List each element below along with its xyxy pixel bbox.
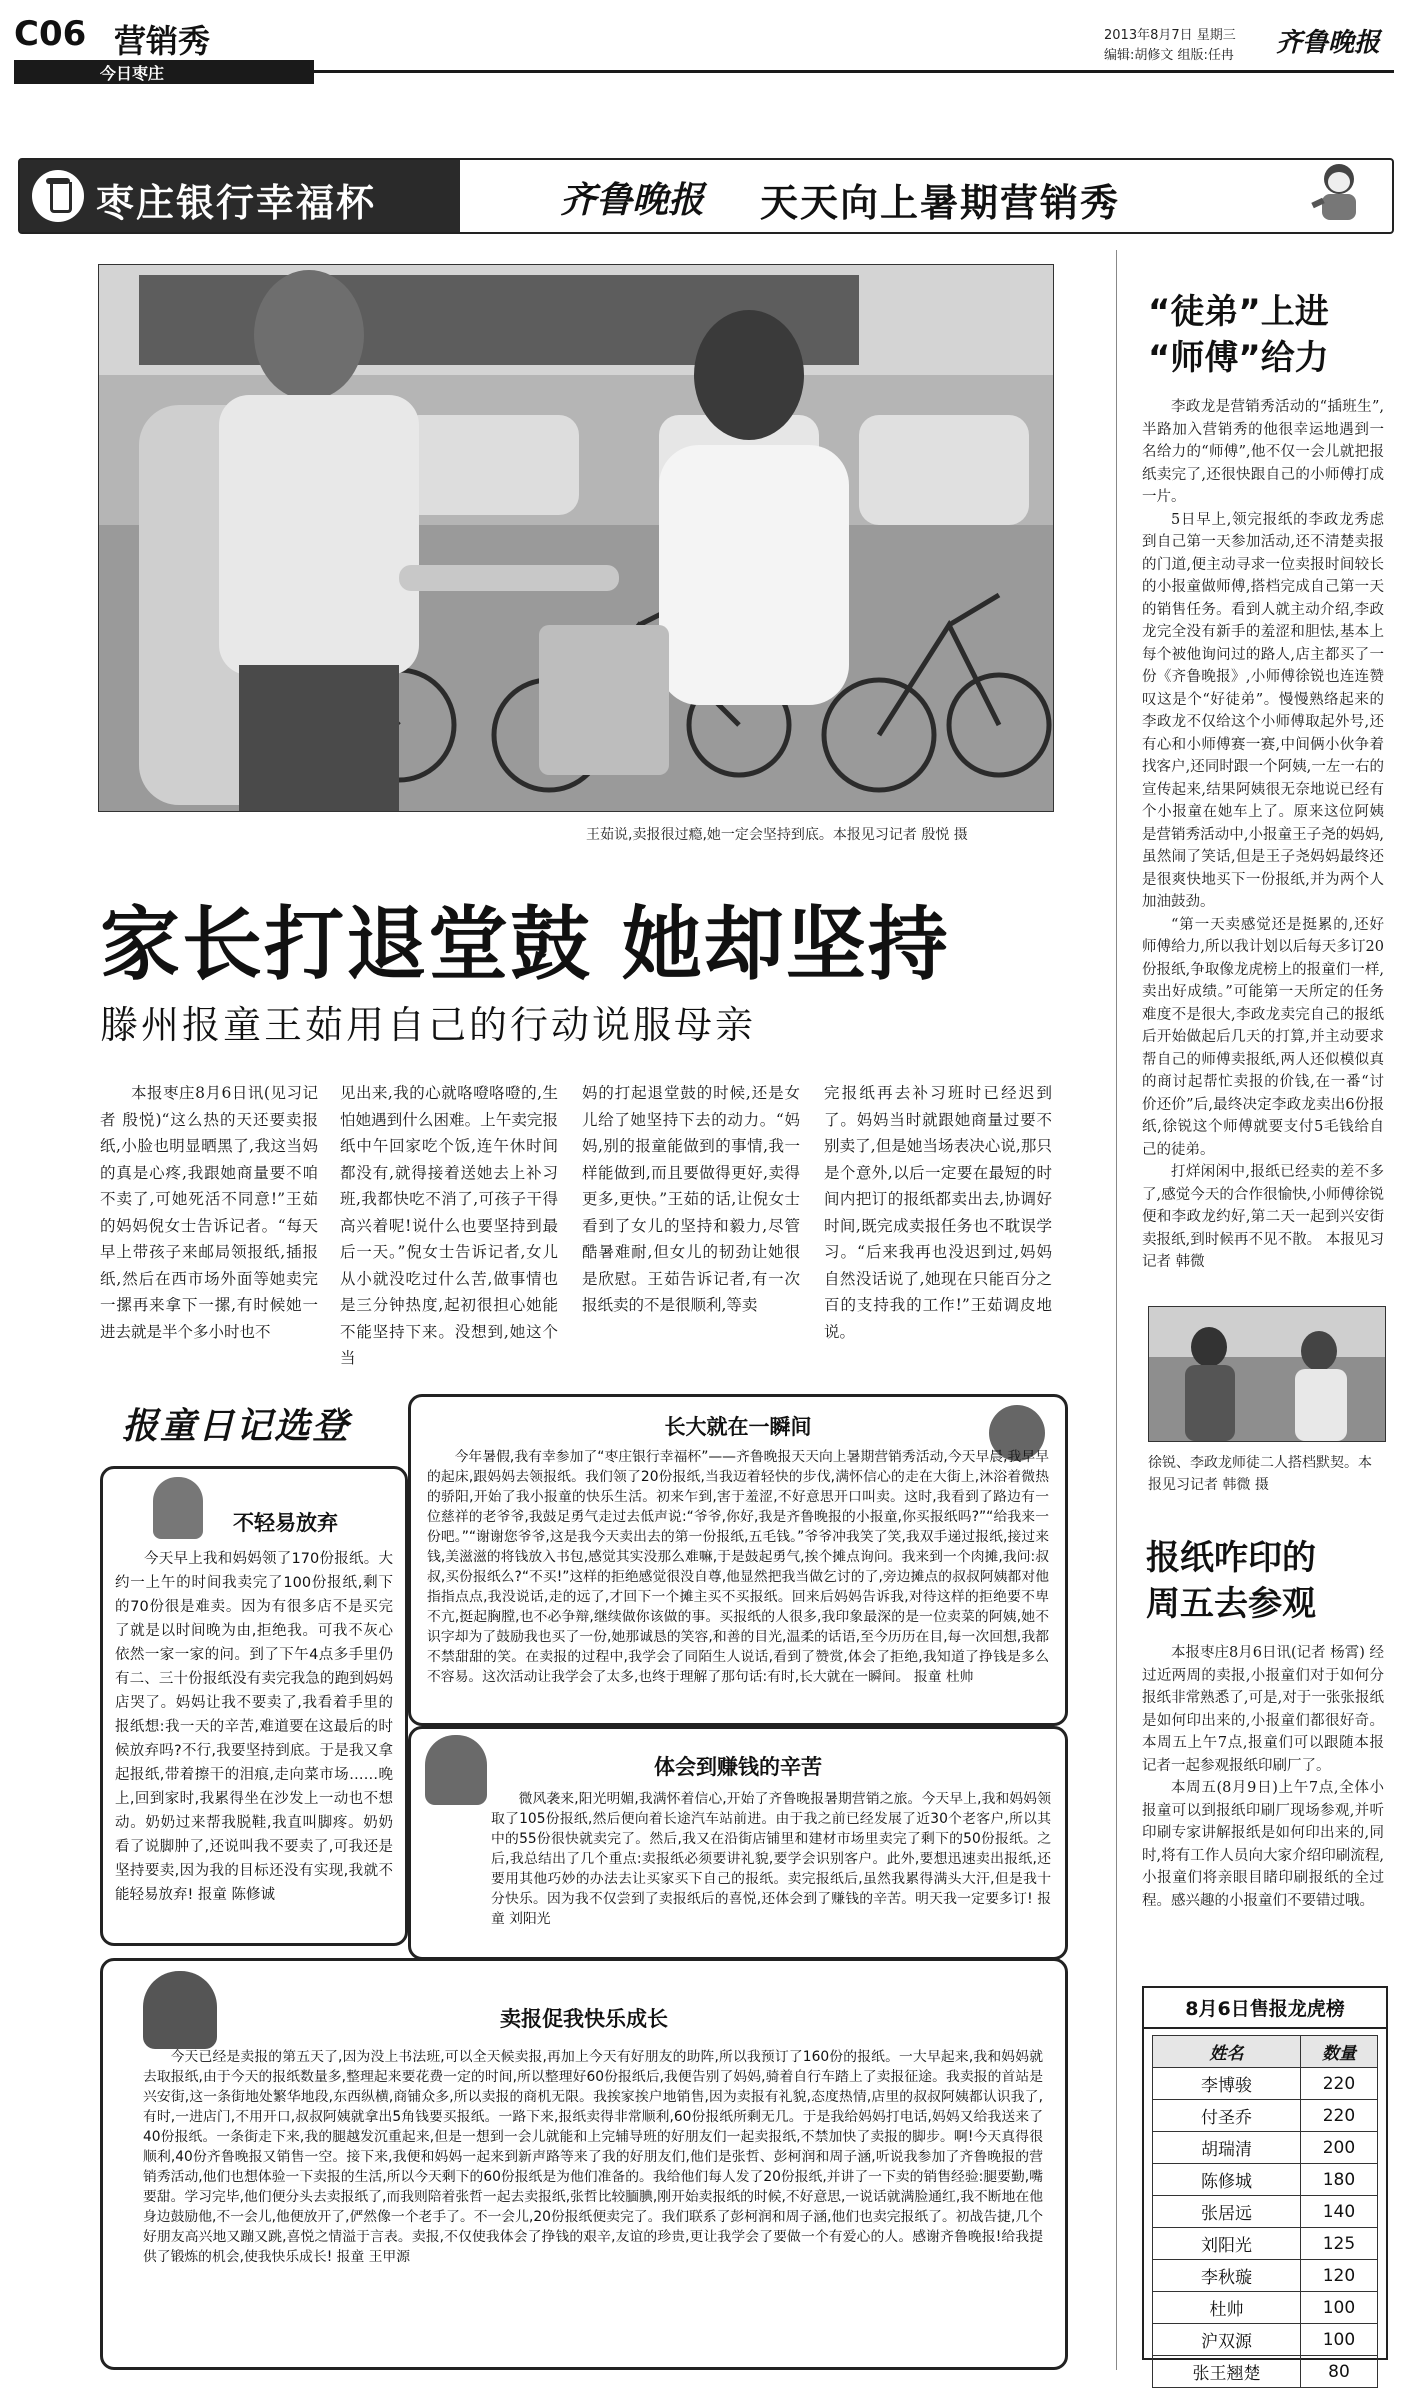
table-row: [1153, 2100, 1378, 2132]
main-photo: [98, 264, 1054, 812]
header-rule: [314, 70, 1394, 73]
ranking-count: 100: [1300, 2324, 1377, 2356]
mascot-icon: [1310, 164, 1368, 226]
diary-entry-1: [100, 1466, 408, 1946]
main-article-column-3: 妈的打起退堂鼓的时候,还是女儿给了她坚持下去的动力。“妈妈,别的报童能做到的事情,我一样能做到,而且要做得更好,卖得更多,更快。”王茹的话,让倪女士看到了女儿的坚持和毅力,尽管酷暑难耐,但女儿的韧劲让她很是欣慰。王茹告诉记者,有一次报纸卖的不是很顺利,等卖: [582, 1084, 800, 1314]
notice-headline-2: 周五去参观: [1146, 1584, 1316, 1624]
main-photo-caption: 王茹说,卖报很过瘾,她一定会坚持到底。本报见习记者 殷悦 摄: [586, 827, 968, 843]
diary-entry-title: 不轻易放弃: [233, 1511, 338, 1535]
diary-entry-4: [100, 1958, 1068, 2370]
column-divider: [1116, 250, 1117, 2370]
table-row: [1153, 2196, 1378, 2228]
ranking-title: 8月6日售报龙虎榜: [1144, 1988, 1386, 2029]
diary-entry-title: 卖报促我快乐成长: [500, 2007, 668, 2031]
diary-entry-3: [408, 1726, 1068, 1960]
ranking-count: 140: [1300, 2196, 1377, 2228]
ranking-count: 220: [1300, 2068, 1377, 2100]
ranking-name: 李秋璇: [1153, 2260, 1301, 2292]
diary-entry-title: 长大就在一瞬间: [664, 1415, 812, 1439]
ranking-count: 100: [1300, 2292, 1377, 2324]
ranking-name: 张王翘楚: [1153, 2356, 1301, 2388]
notice-headline-1: 报纸咋印的: [1146, 1538, 1316, 1578]
sidebar-photo: [1148, 1306, 1386, 1442]
ranking-name: 李博骏: [1153, 2068, 1301, 2100]
ranking-name: 陈修城: [1153, 2164, 1301, 2196]
table-row: [1153, 2132, 1378, 2164]
ranking-header-count: 数量: [1300, 2036, 1377, 2068]
ranking-count: 180: [1300, 2164, 1377, 2196]
ranking-name: 刘阳光: [1153, 2228, 1301, 2260]
diary-entry-body: 今天早上我和妈妈领了170份报纸。大约一上午的时间我卖完了100份报纸,剩下的70份很是难卖。因为有很多店不是买完了就是以时间晚为由,拒绝我。可我不灰心依然一家一家的问。到了下午4点多手里仍有二、三十份报纸没有卖完我急的跑到妈妈店哭了。妈妈让我不要卖了,我看着手里的报纸想:我一天的辛苦,难道要在这最后的时候放弃吗?不行,我要坚持到底。于是我又拿起报纸,带着擦干的泪痕,走向菜市场……晚上,回到家时,我累得坐在沙发上一动也不想动。奶奶过来帮我脱鞋,我直叫脚疼。奶奶看了说脚肿了,还说叫我不要卖了,可我还是坚持要卖,因为我的目标还没有实现,我就不能轻易放弃! 报童 陈修诚: [115, 1551, 393, 1903]
notice-article-body: 本报枣庄8月6日讯(记者 杨霄) 经过近两周的卖报,小报童们对于如何分报纸非常熟悉了,可是,对于一张张报纸是如何印出来的,小报童们都很好奇。本周五上午7点,报童们可以跟随本报记者一起参观报纸印刷厂了。 本周五(8月9日)上午7点,全体小报童可以到报纸印刷厂现场参观,并听印刷专家讲解报纸是如何印出来的,同时,将有工作人员向大家介绍印刷流程,小报童们将亲眼目睹印刷报纸的全过程。感兴趣的小报童们不要错过哦。: [1142, 1645, 1384, 1909]
bank-logo-icon: [32, 170, 84, 222]
ranking-header-name: 姓名: [1153, 2036, 1301, 2068]
diary-entry-2: [408, 1394, 1068, 1726]
diary-entry-body: 今天已经是卖报的第五天了,因为没上书法班,可以全天候卖报,再加上今天有好朋友的助阵,所以我预订了160份的报纸。一大早起来,我和妈妈就去取报纸,由于今天的报纸数量多,整理起来要花费一定的时间,所以整理好60份报纸后,我便告别了妈妈,骑着自行车踏上了卖报征途。我卖报的首站是兴安街,这一条街地处繁华地段,东西纵横,商铺众多,所以卖报的商机无限。我挨家挨户地销售,因为卖报有礼貌,态度热情,店里的叔叔阿姨都认识我了,有时,一进店门,不用开口,叔叔阿姨就拿出5角钱要买报纸。一路下来,报纸卖得非常顺利,60份报纸所剩无几。于是我给妈妈打电话,妈妈又给我送来了40份报纸。一条街走下来,我的腿越发沉重起来,但是一想到一会儿就能和上完辅导班的好朋友们一起卖报纸,不禁加快了卖报的脚步。啊!今天真得很顺利,40份齐鲁晚报又销售一空。接下来,我便和妈妈一起来到新声路等来了我的好朋友们,他们是张哲、彭柯润和周子涵,听说我参加了齐鲁晚报的营销秀活动,他们也想体验一下卖报的生活,所以今天剩下的60份报纸是为他们准备的。我给他们每人发了20份报纸,并讲了一下卖的销售经验:腿要勤,嘴要甜。学习完毕,他们便分头去卖报纸了,而我则陪着张哲一起去卖报纸,张哲比较腼腆,刚开始卖报纸的时候,不好意思,一说话就满脸通红,我不断地在他身边鼓励他,不一会儿,他便放开了,俨然像一个老手了。不一会儿,20份报纸便卖完了。我们联系了彭柯润和周子涵,他们也卖完报纸了。初战告捷,几个好朋友高兴地又蹦又跳,喜悦之情溢于言表。卖报,不仅使我体会了挣钱的艰辛,友谊的珍贵,更让我学会了要做一个有爱心的人。感谢齐鲁晚报!给我提供了锻炼的机会,使我快乐成长! 报童 王甲源: [143, 2049, 1043, 2265]
ranking-box: [1142, 1986, 1388, 2384]
main-article-column-4: 完报纸再去补习班时已经迟到了。妈妈当时就跟她商量过要不别卖了,但是她当场表决心说,那只是个意外,以后一定要在最短的时间内把订的报纸都卖出去,协调好时间,既完成卖报任务也不耽误学习。“后来我再也没迟到过,妈妈自然没话说了,她现在只能百分之百的支持我的工作!”王茹调皮地说。: [824, 1084, 1052, 1341]
ranking-name: 沪双源: [1153, 2324, 1301, 2356]
paper-logo: 齐鲁晚报: [1276, 28, 1381, 58]
sidebar-article-body: 李政龙是营销秀活动的“插班生”,半路加入营销秀的他很幸运地遇到一名给力的“师傅”,他不仅一会儿就把报纸卖完了,还很快跟自己的小师傅打成一片。 5日早上,领完报纸的李政龙秀虑到自己第一天参加活动,还不清楚卖报的门道,便主动寻求一位卖报时间较长的小报童做师傅,搭档完成自己第一天的销售任务。看到人就主动介绍,李政龙完全没有新手的羞涩和胆怯,基本上每个被他询问过的路人,店主都买了一份《齐鲁晚报》,小师傅徐锐也连连赞叹这是个“好徒弟”。慢慢熟络起来的李政龙不仅给这个小师傅取起外号,还有心和小师傅赛一赛,中间俩小伙争着找客户,还同时跟一个阿姨,一左一右的宣传起来,结果阿姨很无奈地说已经有个小报童在她车上了。原来这位阿姨是营销秀活动中,小报童王子尧的妈妈,虽然闹了笑话,但是王子尧妈妈最终还是很爽快地买下一份报纸,并为两个人加油鼓劲。 “第一天卖感觉还是挺累的,还好师傅给力,所以我计划以后每天多订20份报纸,争取像龙虎榜上的报童们一样,卖出好成绩。”可能第一天所定的任务难度不是很大,李政龙卖完自己的报纸后开始做起后几天的打算,并主动要求帮自己的师傅卖报纸,两人还似模似真的商讨起帮忙卖报的价钱,在一番“讨价还价”后,最终决定李政龙卖出6份报纸,徐锐这个师傅就要支付5毛钱给自己的徒弟。 打烊闲闲中,报纸已经卖的差不多了,感觉今天的合作很愉快,小师傅徐锐便和李政龙约好,第二天一起到兴安街卖报纸,到时候再不见不散。 本报见习记者 韩微: [1142, 399, 1384, 1270]
table-row: [1153, 2324, 1378, 2356]
ranking-count: 125: [1300, 2228, 1377, 2260]
diary-entry-title: 体会到赚钱的辛苦: [654, 1755, 822, 1779]
banner-paper-logo: 齐鲁晚报: [560, 179, 705, 221]
diary-section-title: 报童日记选登: [122, 1406, 351, 1447]
sidebar-headline-1: “徒弟”上进: [1148, 292, 1329, 332]
sidebar-headline-2: “师傅”给力: [1148, 338, 1329, 378]
ranking-name: 付圣乔: [1153, 2100, 1301, 2132]
sidebar-photo-caption: 徐锐、李政龙师徒二人搭档默契。本报见习记者 韩微 摄: [1148, 1455, 1372, 1493]
table-row: [1153, 2228, 1378, 2260]
avatar: [153, 1477, 203, 1539]
diary-entry-body: 微风袭来,阳光明媚,我满怀着信心,开始了齐鲁晚报暑期营销之旅。今天早上,我和妈妈领取了105份报纸,然后便向着长途汽车站前进。由于我之前已经发展了近30个老客户,所以其中的55份很快就卖完了。然后,我又在沿街店铺里和建材市场里卖完了剩下的50份报纸。之后,我总结出了几个重点:卖报纸必须要讲礼貌,要学会识别客户。此外,要想迅速卖出报纸,还要用其他巧妙的办法去让买家买下自己的报纸。卖完报纸后,虽然我累得满头大汗,但是我十分快乐。因为我不仅尝到了卖报纸后的喜悦,还体会到了赚钱的辛苦。明天我一定要多订! 报童 刘阳光: [491, 1791, 1051, 1927]
table-row: [1153, 2292, 1378, 2324]
banner-slogan: 天天向上暑期营销秀: [760, 181, 1121, 225]
page-code: C06: [14, 14, 87, 54]
main-headline: 家长打退堂鼓 她却坚持: [100, 898, 950, 991]
main-article-column-2: 见出来,我的心就咯噔咯噔的,生怕她遇到什么困难。上午卖完报纸中午回家吃个饭,连午休时间都没有,就得接着送她去上补习班,我都快吃不消了,可孩子干得高兴着呢!说什么也要坚持到最后一天。”倪女士告诉记者,女儿从小就没吃过什么苦,做事情也是三分钟热度,起初很担心她能不能坚持下来。没想到,她这个当: [340, 1084, 558, 1366]
main-subheadline: 滕州报童王茹用自己的行动说服母亲: [100, 1003, 757, 1047]
diary-entry-body: 今年暑假,我有幸参加了“枣庄银行幸福杯”——齐鲁晚报天天向上暑期营销秀活动,今天早晨,我早早的起床,跟妈妈去领报纸。我们领了20份报纸,当我迈着轻快的步伐,满怀信心的走在大街上,沐浴着微热的骄阳,开始了我小报童的快乐生活。初来乍到,害于羞涩,不好意思开口叫卖。这时,我看到了路边有一位慈祥的老爷爷,我鼓足勇气走过去低声说:“爷爷,你好,我是齐鲁晚报的小报童,你买报纸吗?”“给我来一份吧。”“谢谢您爷爷,这是我今天卖出去的第一份报纸,五毛钱。”爷爷冲我笑了笑,我双手递过报纸,接过来钱,美滋滋的将钱放入书包,感觉其实没那么难嘛,于是鼓起勇气,挨个摊点询问。我来到一个肉摊,我问:叔叔,买份报纸么?“不买!”这样的拒绝感觉很没自尊,他显然把我当做乞讨的了,旁边摊点的叔叔阿姨都对他指指点点,我没说话,走的远了,才回下一个摊主买不买报纸。回来后妈妈告诉我,对待这样的拒绝要不卑不亢,挺起胸膛,也不必争辩,继续做你该做的事。买报纸的人很多,我印象最深的是一位卖菜的阿姨,她不识字却为了鼓励我也买了一份,她那诚恳的笑容,和善的目光,温柔的话语,至今历历在目,每一次回想,我都不禁甜甜的笑。在卖报的过程中,我学会了同陌生人说话,看到了赞赏,体会了拒绝,我知道了挣钱是多么不容易。这次活动让我学会了太多,也终于理解了那句话:有时,长大就在一瞬间。 报童 杜帅: [427, 1449, 1049, 1685]
ranking-name: 胡瑞清: [1153, 2132, 1301, 2164]
table-row: [1153, 2260, 1378, 2292]
section-name: 营销秀: [114, 22, 211, 60]
ranking-count: 220: [1300, 2100, 1377, 2132]
table-row: [1153, 2068, 1378, 2100]
page-header: [14, 10, 1395, 83]
date-line: 2013年8月7日 星期三: [1104, 28, 1236, 43]
campaign-banner: [18, 158, 1394, 234]
ranking-count: 80: [1300, 2356, 1377, 2388]
table-row: [1153, 2164, 1378, 2196]
editor-line: 编辑:胡修文 组版:任冉: [1104, 48, 1234, 63]
ranking-count: 120: [1300, 2260, 1377, 2292]
ranking-header-row: [1153, 2036, 1378, 2068]
subsection-name: 今日枣庄: [100, 64, 165, 83]
ranking-table: [1152, 2035, 1378, 2388]
ranking-name: 杜帅: [1153, 2292, 1301, 2324]
bank-name: 枣庄银行幸福杯: [96, 181, 377, 225]
main-article-column-1: 本报枣庄8月6日讯(见习记者 殷悦)“这么热的天还要卖报纸,小脸也明显晒黑了,我这当妈的真是心疼,我跟她商量要不咱不卖了,可她死活不同意!”王茹的妈妈倪女士告诉记者。“每天早上带孩子来邮局领报纸,插报纸,然后在西市场外面等她卖完一摞再来拿下一摞,有时候她一进去就是半个多小时也不: [100, 1084, 318, 1341]
ranking-count: 200: [1300, 2132, 1377, 2164]
ranking-name: 张居远: [1153, 2196, 1301, 2228]
